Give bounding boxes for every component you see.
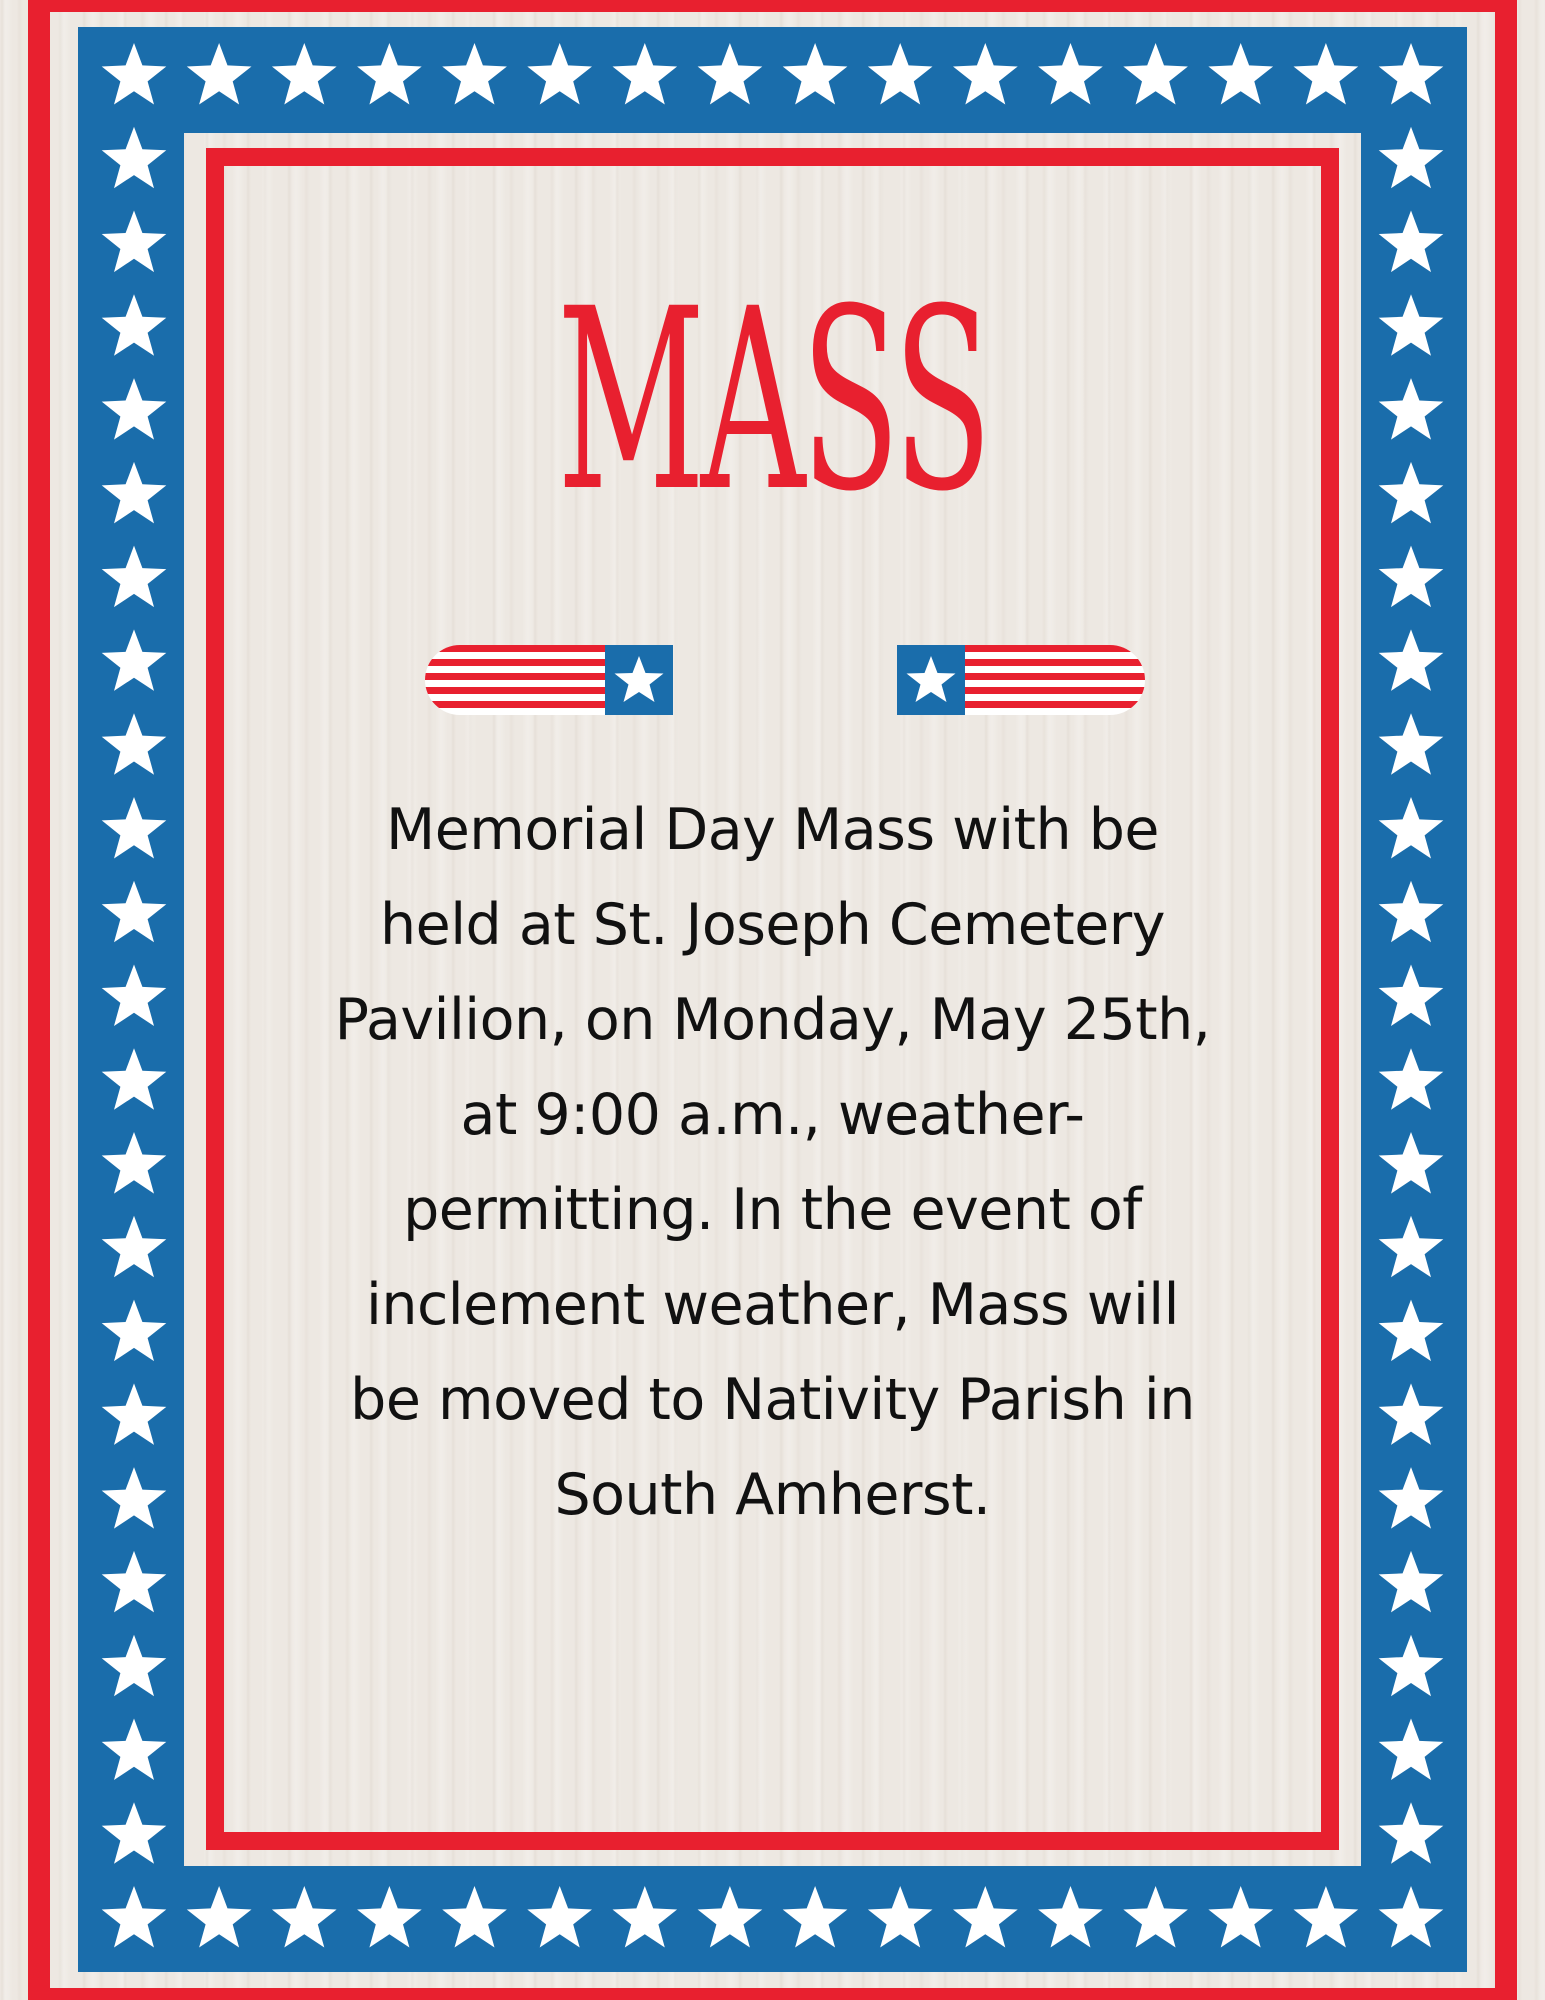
flag-divider-left <box>425 645 673 715</box>
page-title: MASS <box>556 255 988 546</box>
flag-divider-right <box>897 645 1145 715</box>
event-details: Memorial Day Mass with be held at St. Joseph Cemetery Pavilion, on Monday, May 25th, at 9:00 a.m., weather-permitting. In the event of inclement weather, Mass will be moved to Nativity Parish in South Amherst. <box>334 797 1211 1528</box>
